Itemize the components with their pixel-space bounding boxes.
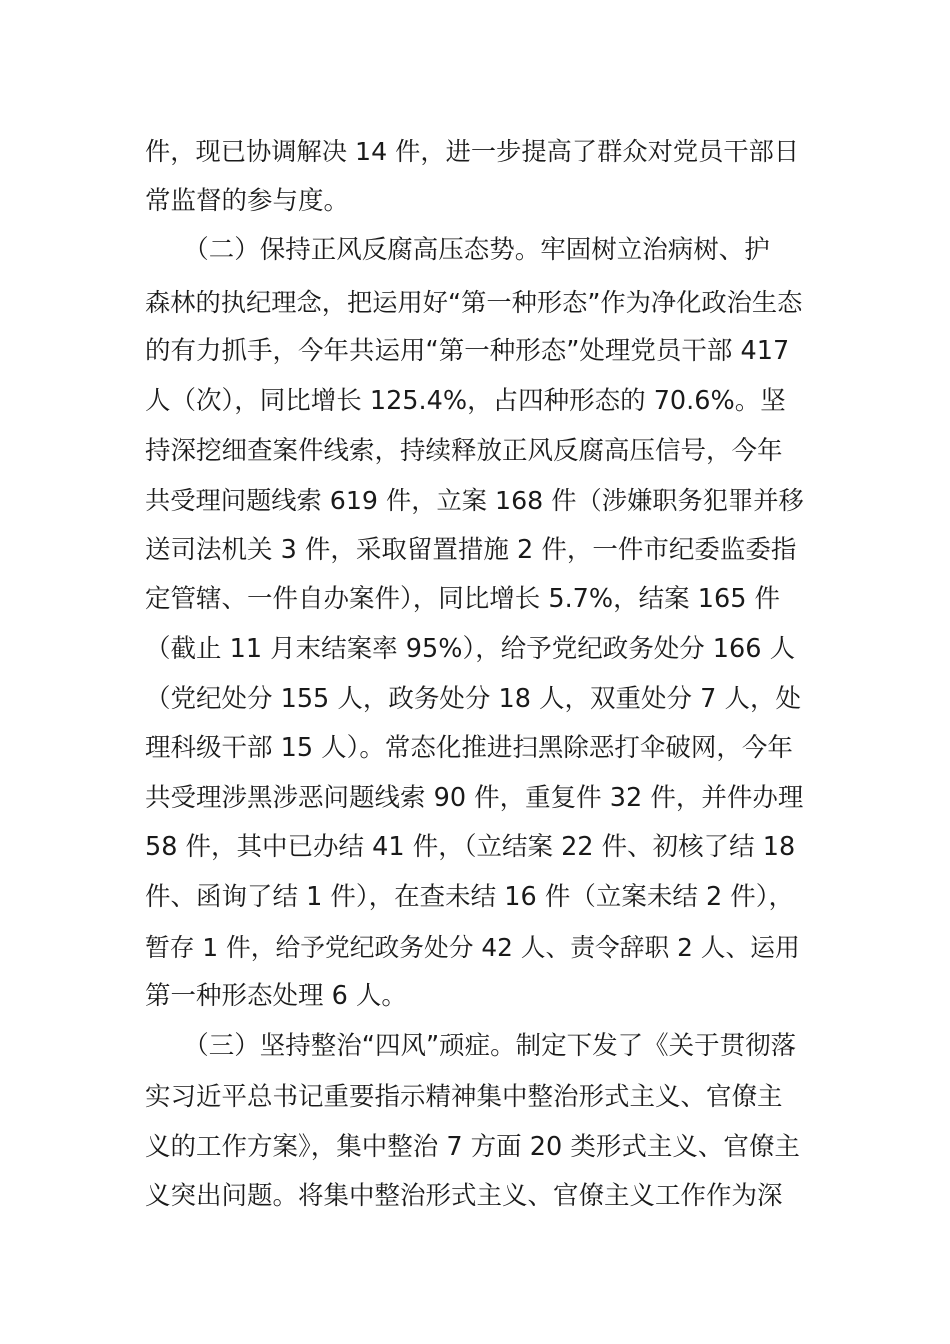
text-line: 的有力抓手，今年共运用“第一种形态”处理党员干部 417 (145, 336, 790, 367)
text-line: （党纪处分 155 人，政务处分 18 人，双重处分 7 人，处 (145, 683, 801, 714)
body-text (145, 127, 805, 1222)
text-line: 理科级干部 15 人）。常态化推进扫黑除恶打伞破网，今年 (145, 733, 793, 764)
text-line: 58 件，其中已办结 41 件，（立结案 22 件、初核了结 18 (145, 832, 796, 863)
text-line: 件、函询了结 1 件），在查未结 16 件（立案未结 2 件）， (145, 881, 795, 912)
text-line: 持深挖细查案件线索，持续释放正风反腐高压信号，今年 (145, 435, 783, 466)
text-line: 件，现已协调解决 14 件，进一步提高了群众对党员干部日 (145, 137, 800, 166)
section-three-heading-line: （三）坚持整治“四风”顽症。制定下发了《关于贯彻落 (145, 1030, 797, 1061)
text-line: 共受理涉黑涉恶问题线索 90 件，重复件 32 件，并件办理 (145, 782, 804, 813)
text-line: 人（次），同比增长 125.4%，占四种形态的 70.6%。坚 (145, 385, 786, 416)
text-line: 第一种形态处理 6 人。 (145, 981, 407, 1012)
text-line: 定管辖、一件自办案件），同比增长 5.7%，结案 165 件 (145, 584, 781, 615)
text-line: 森林的执纪理念，把运用好“第一种形态”作为净化政治生态 (145, 287, 803, 317)
text-line: 义突出问题。将集中整治形式主义、官僚主义工作作为深 (145, 1181, 783, 1212)
text-line: 送司法机关 3 件，采取留置措施 2 件，一件市纪委监委指 (145, 534, 797, 565)
section-two-heading-line: （二）保持正风反腐高压态势。牢固树立治病树、护 (145, 235, 770, 266)
text-line: （截止 11 月末结案率 95%），给予党纪政务处分 166 人 (145, 633, 796, 664)
text-line: 共受理问题线索 619 件，立案 168 件（涉嫌职务犯罪并移 (145, 486, 804, 516)
text-line: 实习近平总书记重要指示精神集中整治形式主义、官僚主 (145, 1082, 783, 1113)
text-line: 常监督的参与度。 (145, 185, 350, 216)
text-line: 义的工作方案》，集中整治 7 方面 20 类形式主义、官僚主 (145, 1131, 800, 1162)
text-line: 暂存 1 件，给予党纪政务处分 42 人、责令辞职 2 人、运用 (145, 932, 800, 962)
